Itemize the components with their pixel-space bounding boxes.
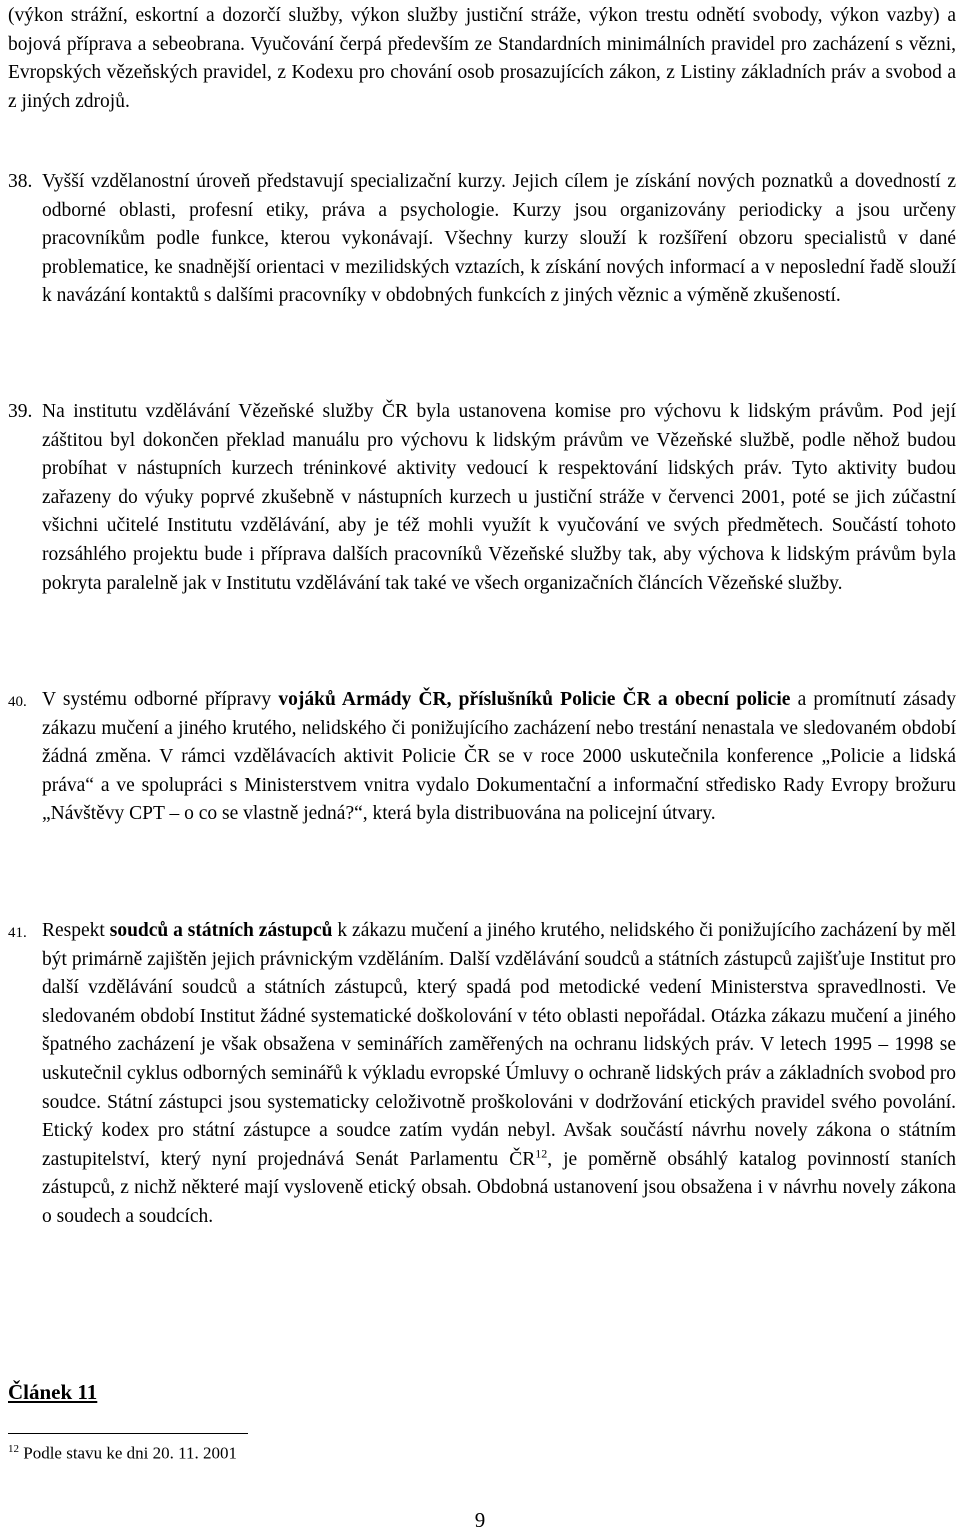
paragraph-41 [42,917,956,1232]
page-number: 9 [474,1508,486,1532]
footnote [8,1443,237,1464]
article-heading: Článek 11 [8,1380,98,1404]
p41-post: , je poměrně obsáhlý katalog povinností staních zástupců, z nichž některé mají vysloveně etický obsah. Obdobná ustanovení jsou obsažena i v návrhu novely zákona o soudech a soudcích. [42,1148,956,1227]
paragraph-38: Vyšší vzdělanostní úroveň představují specializační kurzy. Jejich cílem je získání nových poznatků a dovedností z odborné oblasti, profesní etiky, práva a psychologie. Kurzy jsou organizovány periodicky a jsou určeny pracovníkům podle funkce, kterou vykonávají. Všechny kurzy slouží k rozšíření obzoru specialistů v dané problematice, ke snadnější orientaci v mezilidských vztazích, k získání nových informací a v neposlední řadě slouží k navázání kontaktů s dalšími pracovníky v obdobných funkcích z jiných věznic a výměně zkušeností. [42,171,956,307]
footnote-reference[interactable]: 12 [535,1146,548,1161]
footnote-text: Podle stavu ke dni 20. 11. 2001 [19,1443,237,1463]
p40-bold-subjects: vojáků Armády ČR, příslušníků Policie ČR a obecní policie [278,689,791,710]
p41-pre: Respekt [42,920,110,941]
footnote-mark: 12 [8,1443,19,1455]
paragraph-39: Na institutu vzdělávání Vězeňské služby ČR byla ustanovena komise pro výchovu k lidským právům. Pod její záštitou byl dokončen překlad manuálu pro výchovu k lidským právům ve Vězeňské službě, podle něhož budou probíhat v nástupních kurzech tréninkové aktivity vedoucí k respektování lidských práv. Tyto aktivity budou zařazeny do výuky poprvé zkušebně v nástupních kurzech u justiční stráže v červenci 2001, poté se jich zúčastní všichni učitelé Institutu vzdělávání, aby je též mohli využít k vyučování ve svých předmětech. Součástí tohoto rozsáhlého projektu bude i příprava dalších pracovníků Vězeňské služby tak, aby výchova k lidským právům byla pokryta paralelně jak v Institutu vzdělávání tak také ve všech organizačních článcích Vězeňské služby. [42,401,956,594]
paragraph-40 [42,686,956,829]
p40-pre: V systému odborné přípravy [42,689,279,710]
p41-bold-subjects: soudců a státních zástupců [109,920,333,941]
paragraph-number-39: 39. [8,401,33,422]
intro-paragraph: (výkon strážní, eskortní a dozorčí služby, výkon služby justiční stráže, výkon trestu odnětí svobody, výkon vazby) a bojová příprava a sebeobrana. Vyučování čerpá především ze Standardních minimálních pravidel pro zacházení s vězni, Evropských vězeňských pravidel, z Kodexu pro chování osob prosazujících zákon, z Listiny základních práv a svobod a z jiných zdrojů. [8,5,956,112]
paragraph-number-40: 40. [8,694,27,710]
p41-mid: k zákazu mučení a jiného krutého, nelidského či ponižujícího zacházení by měl být primárně zajištěn jejich právnickým vzděláním. Další vzdělávání soudců a státních zástupců zajišťuje Institut pro další vzdělávání soudců a státních zástupců, který spadá pod metodické vedení Ministerstva spravedlnosti. Ve sledovaném období Institut žádné systematické doškolování v této oblasti nepořádal. Otázka zákazu mučení a jiného špatného zacházení je však obsažena v seminářích zaměřených na ochranu lidských práv. V letech 1995 – 1998 se uskutečnil cyklus odborných seminářů k výkladu evropské Úmluvy o ochraně lidských práv a základních svobod pro soudce. Státní zástupci jsou systematicky celoživotně proškolováni v dodržování etických pravidel svého povolání. Etický kodex pro státní zástupce a soudce zatím vydán nebyl. Avšak součástí návrhu novely zákona o státním zastupitelství, který nyní projednává Senát Parlamentu ČR [42,920,957,1170]
paragraph-number-38: 38. [8,171,33,192]
paragraph-number-41: 41. [8,925,27,941]
footnote-divider [8,1433,248,1434]
p40-post: a promítnutí zásady zákazu mučení a jiného krutého, nelidského či ponižujícího zacházení nebo trestání nenastala ve sledovaném období žádná změna. V rámci vzdělávacích aktivit Policie ČR se v roce 2000 uskutečnila konference „Policie a lidská práva“ a ve spolupráci s Ministerstvem vnitra vydalo Dokumentační a informační středisko Rady Evropy brožuru „Návštěvy CPT – o co se vlastně jedná?“, která byla distribuována na policejní útvary. [42,689,957,825]
